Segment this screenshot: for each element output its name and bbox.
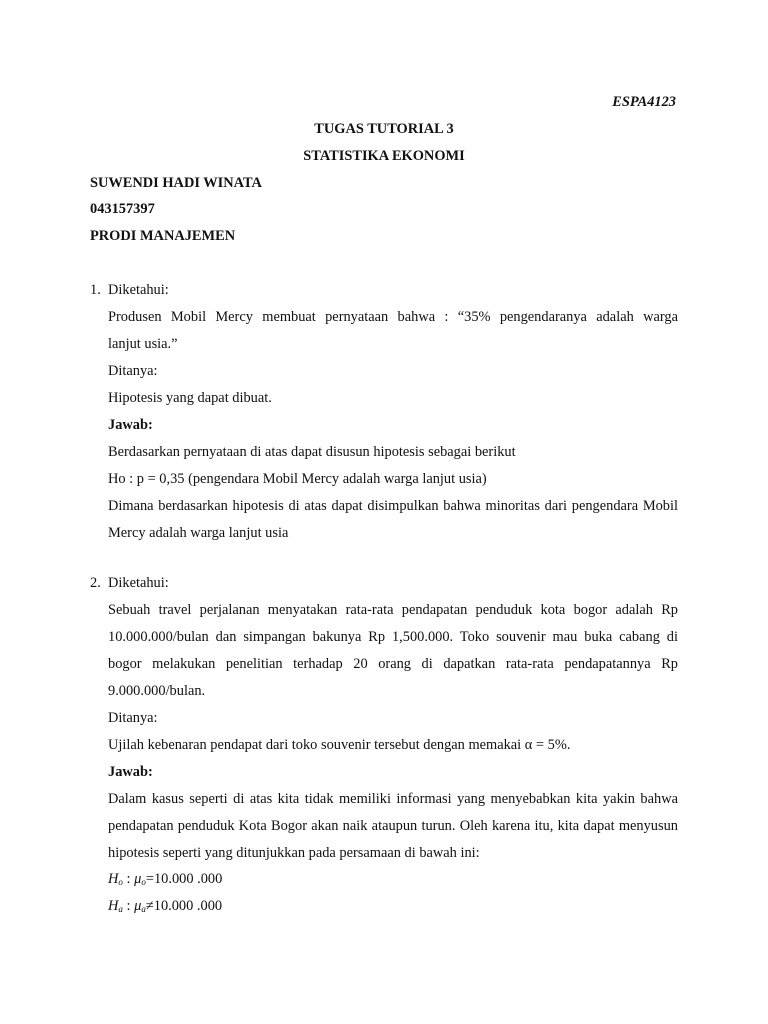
q1-answer-label: Jawab: <box>108 417 153 433</box>
q1-asked-label: Ditanya: <box>108 363 158 379</box>
student-name: SUWENDI HADI WINATA <box>90 175 262 191</box>
question-1-number: 1. <box>90 282 101 298</box>
q1-asked-text: Hipotesis yang dapat dibuat. <box>108 390 272 406</box>
alternative-hypothesis-equation: $H_a$ : $\mu_a\ne 10.000$ .000 <box>108 898 223 914</box>
q1-known-label: Diketahui: <box>108 282 169 298</box>
q1-known-text-line-1: Produsen Mobil Mercy membuat pernyataan bahwa : “35% pengendaranya adalah warga <box>108 309 678 325</box>
q2-answer-text: Dalam kasus seperti di atas kita tidak memiliki informasi yang menyebabkan kita yakin bahwa pendapatan penduduk Kota Bogor akan naik ataupun turun. Oleh karena itu, kita dapat menyusun hipotesis seperti yang ditunjukkan pada persamaan di bawah ini: <box>108 791 678 861</box>
question-2 <box>108 570 678 867</box>
course-code: ESPA4123 <box>612 94 676 110</box>
q2-known-label: Diketahui: <box>108 575 169 591</box>
question-1 <box>108 277 678 547</box>
q2-asked-label: Ditanya: <box>108 710 158 726</box>
q1-answer-line-2: Ho : p = 0,35 (pengendara Mobil Mercy adalah warga lanjut usia) <box>108 471 487 487</box>
student-id: 043157397 <box>90 201 155 217</box>
q2-asked-text: Ujilah kebenaran pendapat dari toko souvenir tersebut dengan memakai α = 5%. <box>108 737 571 753</box>
document-subject: STATISTIKA EKONOMI <box>303 148 465 164</box>
q1-answer-line-1: Berdasarkan pernyataan di atas dapat disusun hipotesis sebagai berikut <box>108 444 516 460</box>
document-title: TUGAS TUTORIAL 3 <box>314 121 454 137</box>
q1-known-text-line-2: lanjut usia.” <box>108 336 178 352</box>
q2-answer-label: Jawab: <box>108 764 153 780</box>
study-program: PRODI MANAJEMEN <box>90 228 236 244</box>
q2-known-text: Sebuah travel perjalanan menyatakan rata-rata pendapatan penduduk kota bogor adalah Rp 10.000.000/bulan dan simpangan bakunya Rp 1,500.000. Toko souvenir mau buka cabang di bogor melakukan penelitian terhadap 20 orang di dapatkan rata-rata pendapatannya Rp 9.000.000/bulan. <box>108 602 678 699</box>
null-hypothesis-equation: $H_o$ : $\mu_o=10.000$ .000 <box>108 871 223 887</box>
question-2-number: 2. <box>90 575 101 591</box>
q1-answer-line-3: Dimana berdasarkan hipotesis di atas dapat disimpulkan bahwa minoritas dari pengendara Mobil Mercy adalah warga lanjut usia <box>108 498 678 541</box>
